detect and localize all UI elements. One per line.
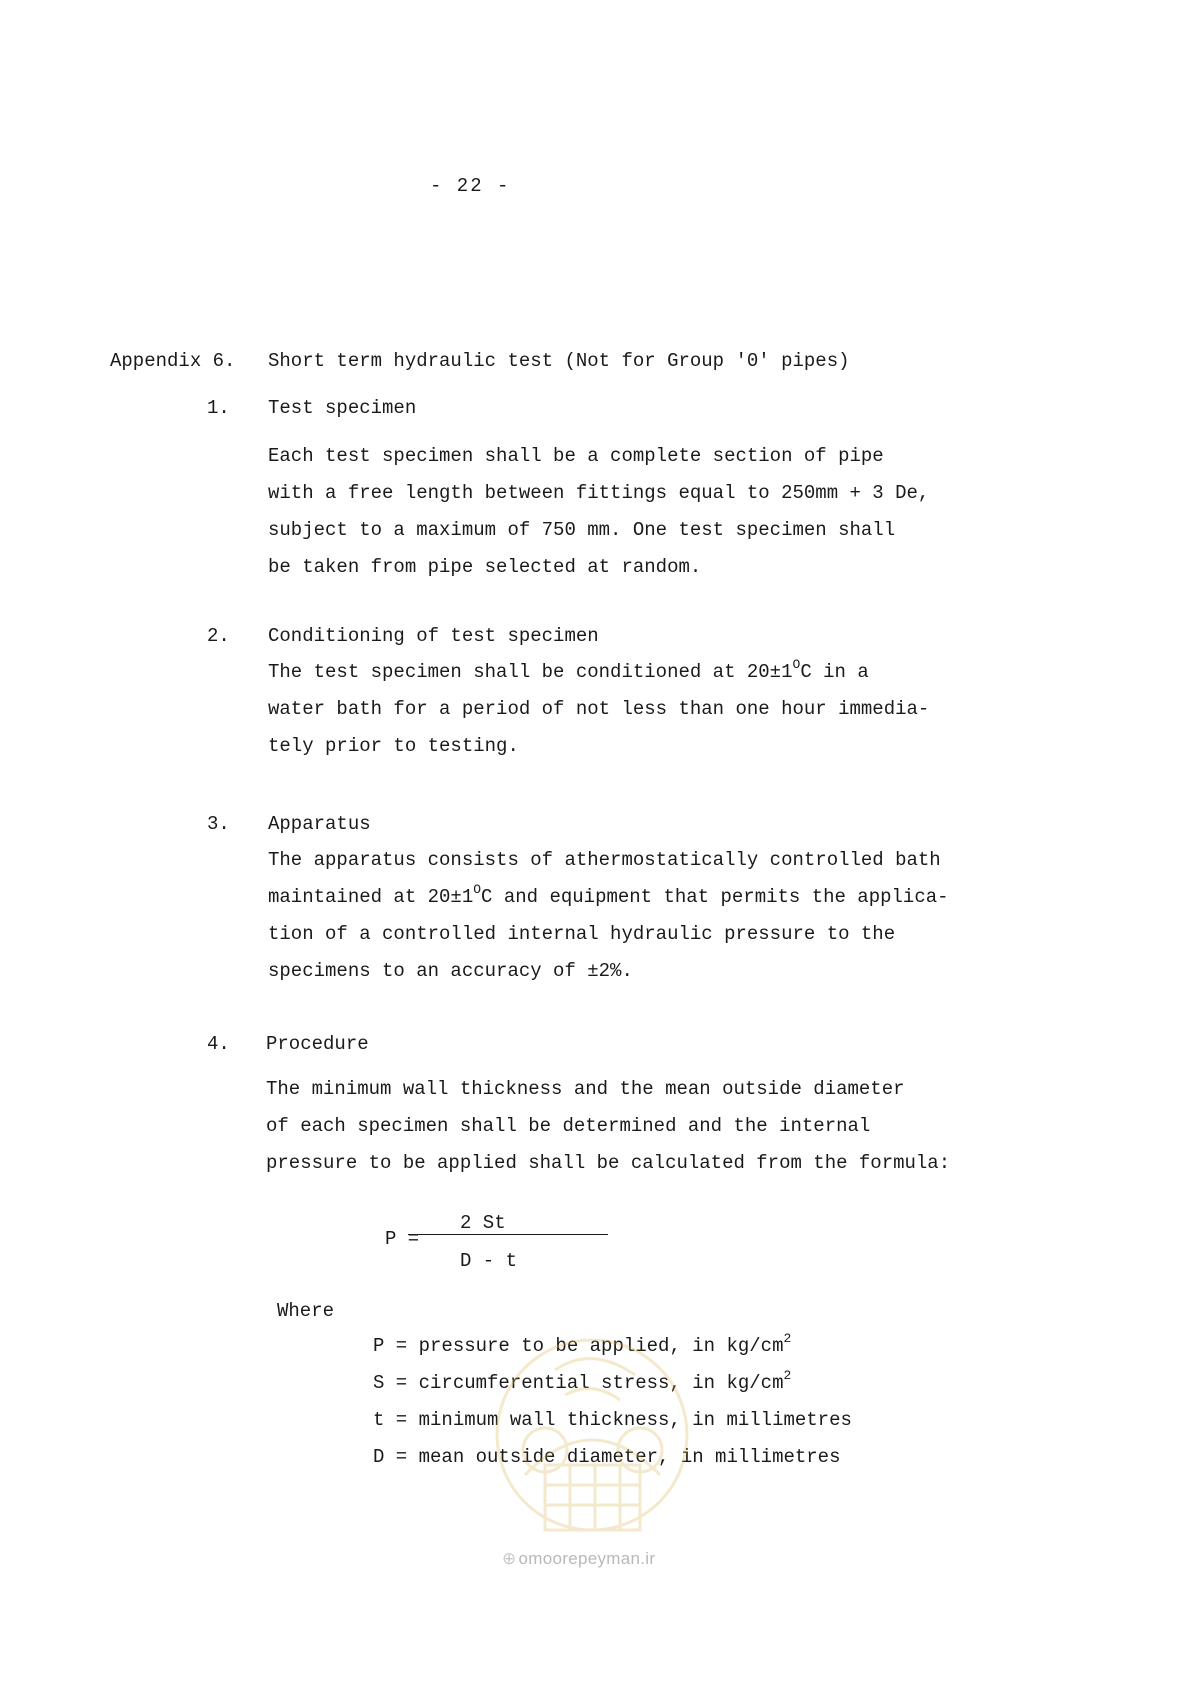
section-3-body: [268, 842, 949, 990]
section-2-number: 2.: [207, 625, 230, 647]
text-segment: maintained at 20±1: [268, 886, 474, 908]
watermark-url: omoorepeyman.ir: [518, 1549, 656, 1568]
text-segment: C and equipment that permits the applica-: [481, 886, 949, 908]
text-line: of each specimen shall be determined and the internal: [266, 1115, 871, 1137]
section-3-title: Apparatus: [268, 813, 371, 835]
section-1-title: Test specimen: [268, 397, 417, 419]
text-line: with a free length between fittings equal to 250mm + 3 De,: [268, 482, 930, 504]
text-line: Each test specimen shall be a complete section of pipe: [268, 445, 884, 467]
formula-numerator: 2 St: [460, 1212, 506, 1234]
watermark-text: [502, 1549, 655, 1569]
globe-icon: ⊕: [502, 1549, 517, 1568]
section-4-title: Procedure: [266, 1033, 369, 1055]
watermark-logo-icon: [485, 1325, 700, 1550]
definition-text: P = pressure to be applied, in kg/cm: [373, 1335, 784, 1357]
formula-lhs: P =: [385, 1228, 420, 1250]
section-3-number: 3.: [207, 813, 230, 835]
definition-t: t = minimum wall thickness, in millimetres: [373, 1409, 852, 1431]
definition-text: S = circumferential stress, in kg/cm: [373, 1372, 784, 1394]
text-line: tion of a controlled internal hydraulic pressure to the: [268, 923, 896, 945]
text-line: be taken from pipe selected at random.: [268, 556, 702, 578]
text-line: pressure to be applied shall be calculated from the formula:: [266, 1152, 951, 1174]
page-number: - 22 -: [430, 175, 511, 197]
text-segment: The test specimen shall be conditioned at 20±1: [268, 661, 793, 683]
appendix-title: Short term hydraulic test (Not for Group '0' pipes): [268, 350, 850, 372]
section-2-body: [268, 654, 929, 765]
section-1-number: 1.: [207, 397, 230, 419]
degree-superscript: O: [473, 882, 482, 897]
text-segment: C in a: [800, 661, 869, 683]
degree-superscript: O: [792, 657, 801, 672]
section-2-title: Conditioning of test specimen: [268, 625, 599, 647]
appendix-label: Appendix 6.: [110, 350, 236, 372]
fraction-bar: [408, 1234, 608, 1235]
section-4-body: [266, 1071, 950, 1182]
exponent: 2: [783, 1368, 792, 1383]
formula-denominator: D - t: [460, 1250, 518, 1272]
section-1-body: [268, 438, 929, 586]
where-label: Where: [277, 1300, 335, 1322]
text-line: The apparatus consists of athermostatically controlled bath: [268, 849, 941, 871]
text-line: specimens to an accuracy of ±2%.: [268, 960, 633, 982]
text-line: water bath for a period of not less than one hour immedia-: [268, 698, 930, 720]
section-4-number: 4.: [207, 1033, 230, 1055]
exponent: 2: [783, 1331, 792, 1346]
text-line: tely prior to testing.: [268, 735, 519, 757]
definition-d: D = mean outside diameter, in millimetres: [373, 1446, 841, 1468]
text-line: The minimum wall thickness and the mean outside diameter: [266, 1078, 905, 1100]
text-line: [268, 879, 949, 916]
text-line: subject to a maximum of 750 mm. One test specimen shall: [268, 519, 896, 541]
text-line: [268, 654, 929, 691]
